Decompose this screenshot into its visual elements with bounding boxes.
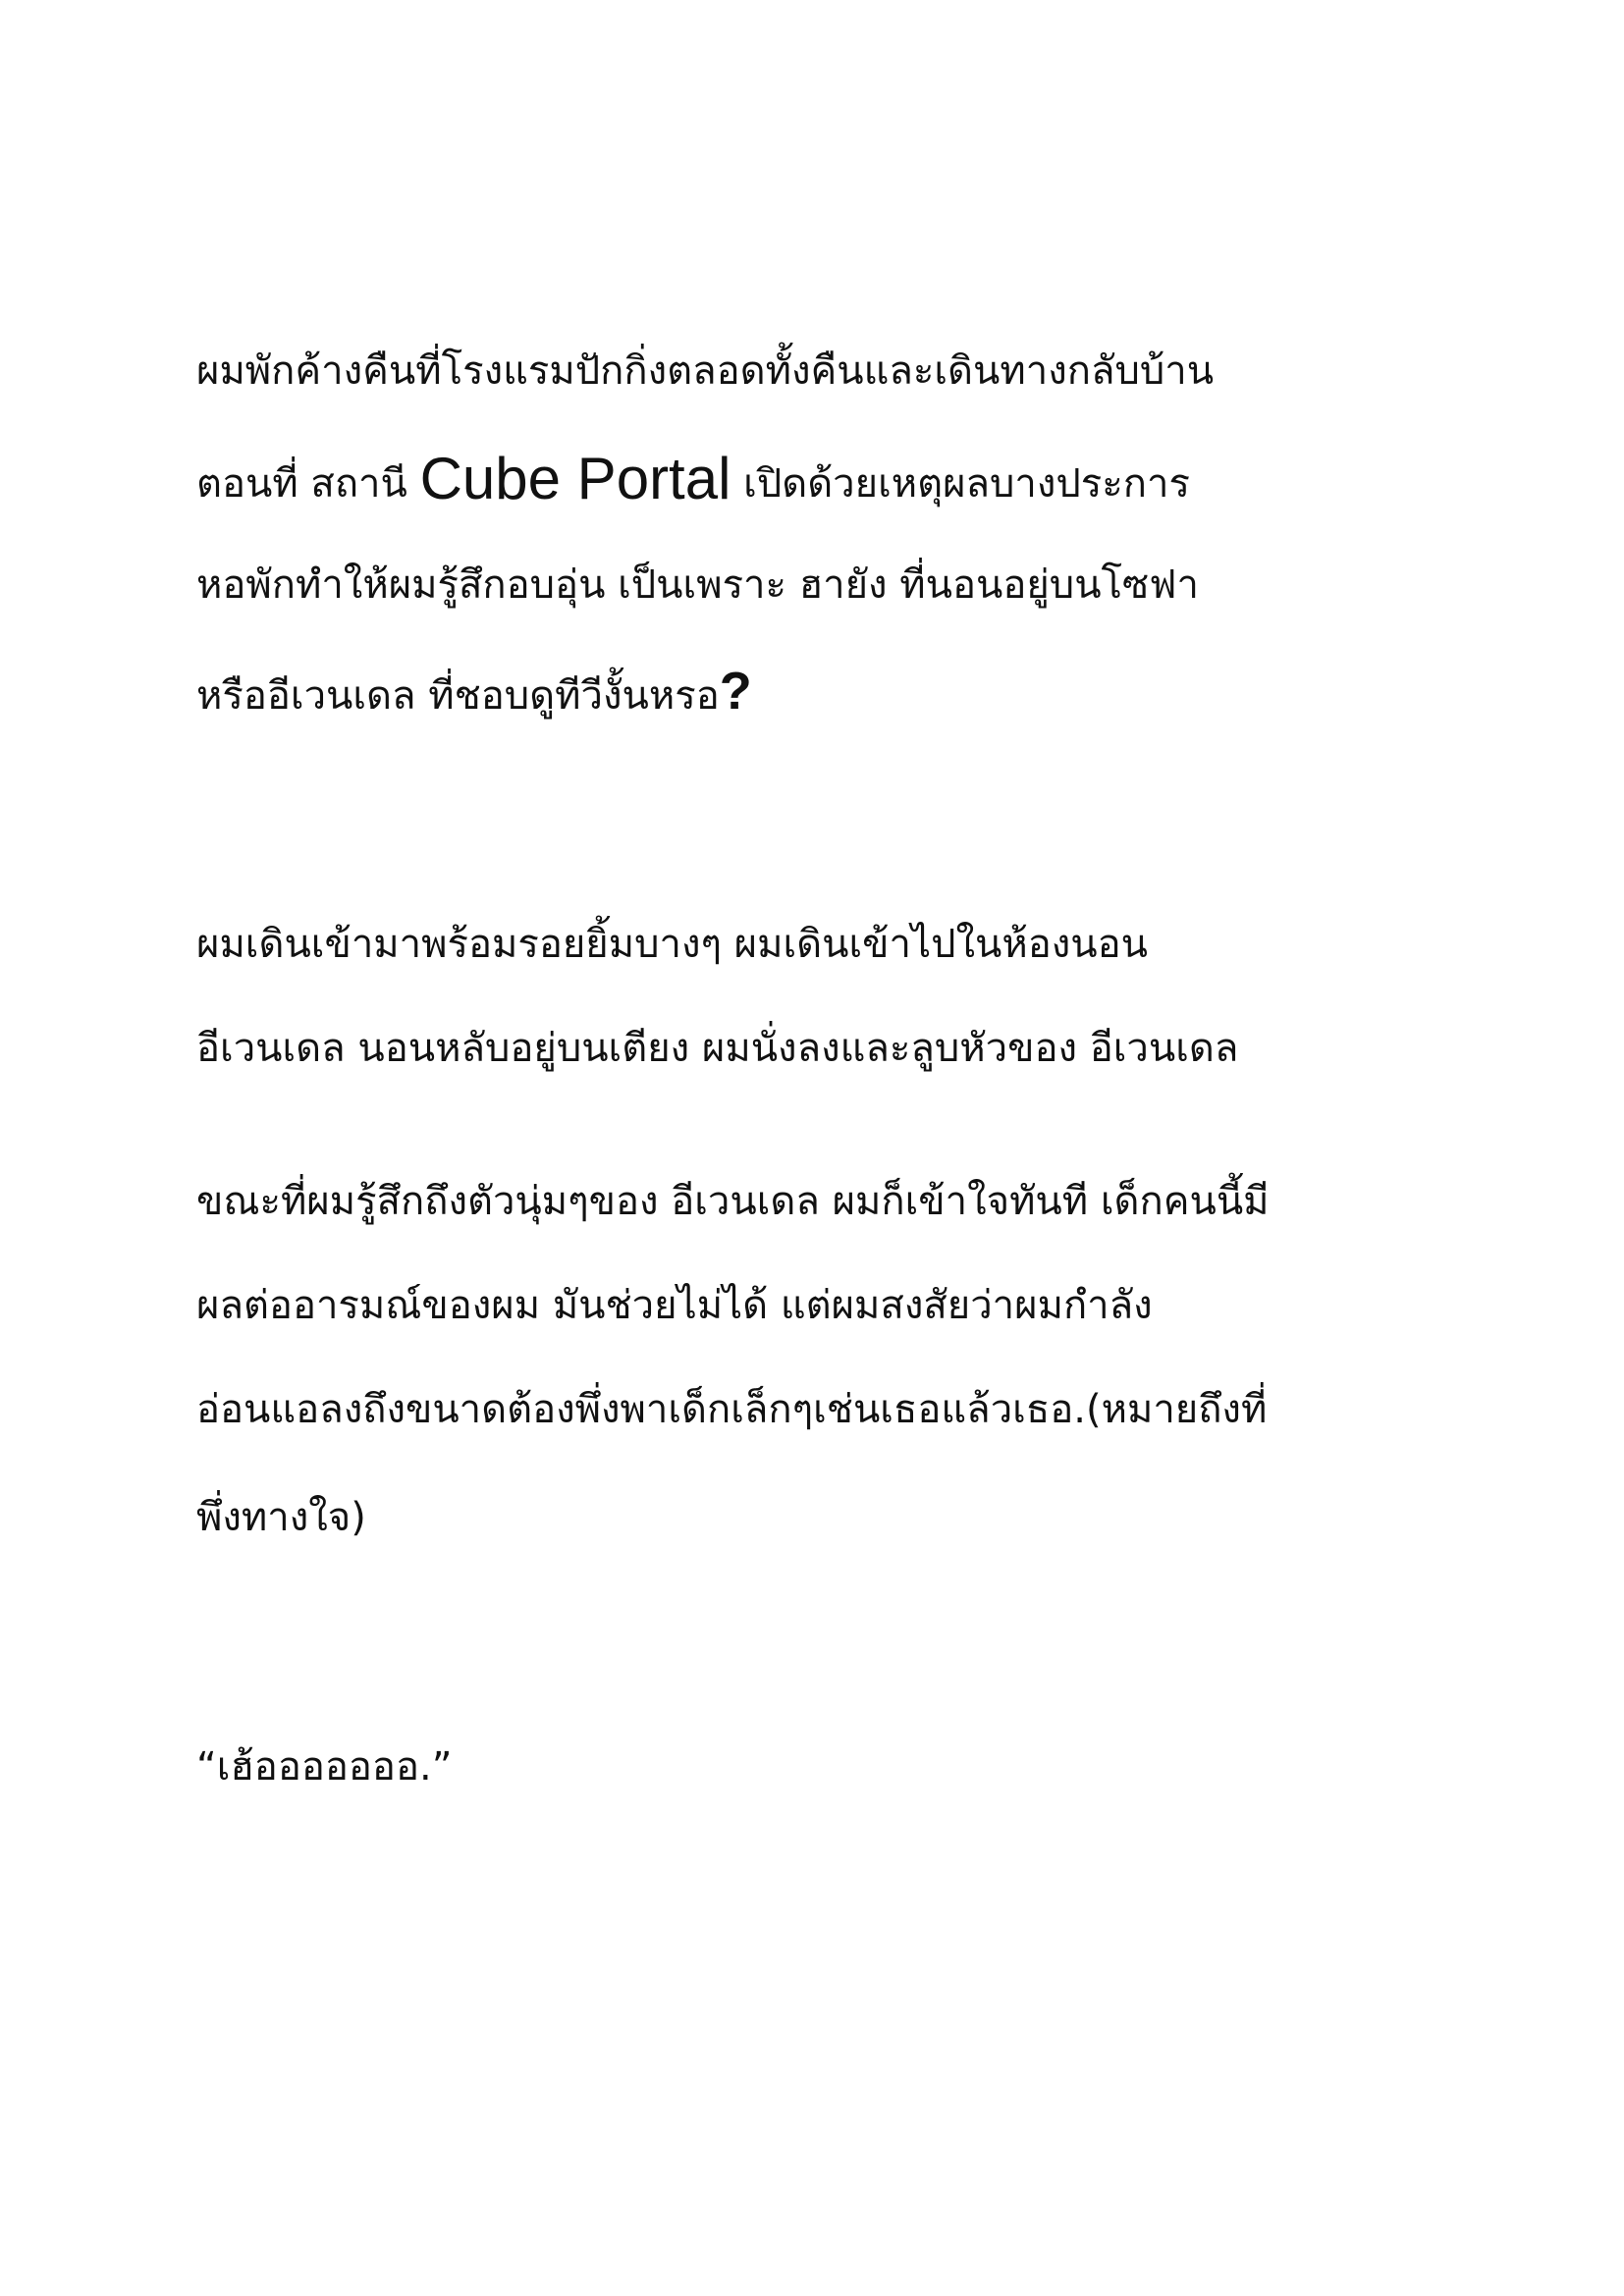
paragraph-1-line-1: ผมพักค้างคืนที่โรงแรมปักกิ่งตลอดทั้งคืนและเดินทางกลับบ้าน [196, 348, 1215, 394]
paragraph-2-line-3: ขณะที่ผมรู้สึกถึงตัวนุ่มๆของ อีเวนเดล ผมก็เข้าใจทันที เด็กคนนี้มี [196, 1179, 1270, 1224]
paragraph-2-line-5: อ่อนแอลงถึงขนาดต้องพึ่งพาเด็กเล็กๆเช่นเธอแล้วเธอ.(หมายถึงที่ [196, 1387, 1268, 1432]
paragraph-1-line-2 [196, 446, 1190, 511]
paragraph-1-line-4 [196, 664, 752, 723]
paragraph-2-line-2: อีเวนเดล นอนหลับอยู่บนเตียง ผมนั่งลงและลูบหัวของ อีเวนเดล [196, 1026, 1239, 1071]
paragraph-2-line-4: ผลต่ออารมณ์ของผม มันช่วยไม่ได้ แต่ผมสงสัยว่าผมกำลัง [196, 1283, 1153, 1328]
paragraph-1-line-2-after: เปิดด้วยเหตุผลบางประการ [731, 461, 1190, 507]
question-mark: ? [719, 662, 752, 721]
paragraph-2-line-6: พึ่งทางใจ) [196, 1495, 366, 1540]
paragraph-3-line-1: “เฮ้อออออออ.” [196, 1744, 453, 1789]
station-name: Cube Portal [419, 446, 731, 511]
paragraph-1-line-4-text: หรืออีเวนเดล ที่ชอบดูทีวีงั้นหรอ [196, 673, 720, 719]
paragraph-2-line-1: ผมเดินเข้ามาพร้อมรอยยิ้มบางๆ ผมเดินเข้าไปในห้องนอน [196, 922, 1148, 967]
paragraph-1-line-3: หอพักทำให้ผมรู้สึกอบอุ่น เป็นเพราะ ฮายัง ที่นอนอยู่บนโซฟา [196, 562, 1199, 608]
paragraph-1-line-2-before: ตอนที่ สถานี [196, 461, 420, 507]
